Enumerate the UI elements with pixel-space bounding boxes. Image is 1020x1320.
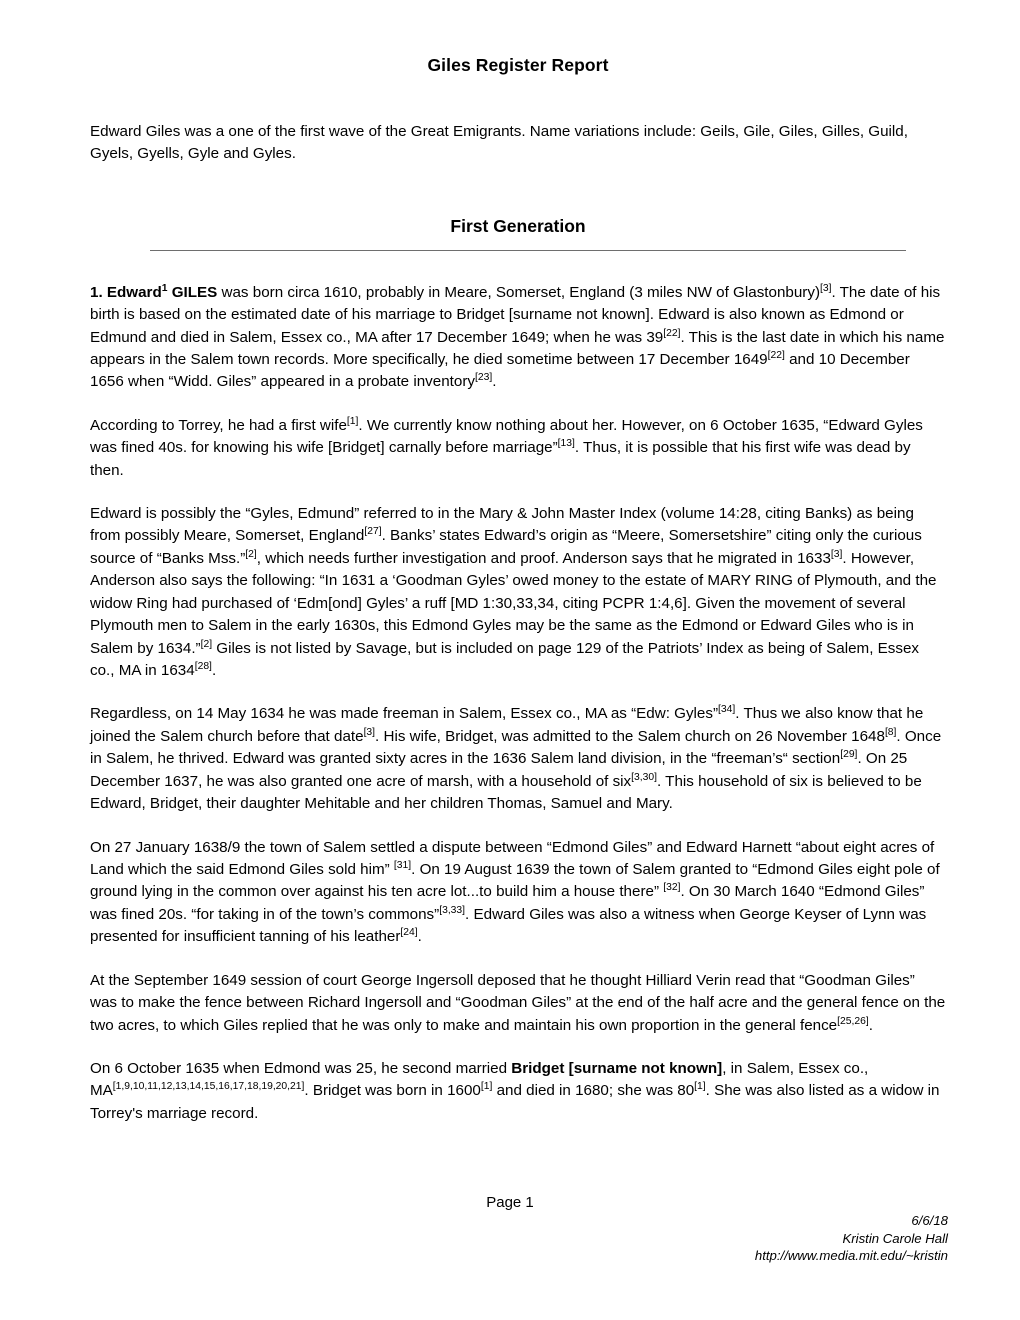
paragraph-freeman-salem — [90, 703, 946, 815]
footer-url: http://www.media.mit.edu/~kristin — [754, 1248, 948, 1264]
paragraph-mary-john-master-index — [90, 503, 946, 682]
paragraph-text: Regardless, on 14 May 1634 he was made freeman in Salem, Essex co., MA as “Edw: Gyles” — [90, 705, 719, 723]
paragraph-text: . Banks’ states Edward’s origin as “Meere, Somersetshire” citing only the curious source of “Banks Mss.” — [90, 527, 922, 567]
paragraph-edward-giles-birth — [90, 282, 946, 394]
person-entry-number: 1. — [90, 283, 107, 301]
citation-ref: [3,33] — [439, 904, 466, 916]
paragraph-text: . This household of six is believed to be Edward, Bridget, their daughter Mehitable and her children Thomas, Samuel and Mary. — [90, 772, 922, 813]
paragraph-first-wife — [90, 415, 946, 482]
citation-ref: [29] — [840, 749, 858, 761]
paragraph-text: . — [211, 662, 217, 680]
paragraph-text: . On 25 December 1637, he was also granted one acre of marsh, with a household of six — [90, 750, 908, 790]
citation-ref: [1] — [346, 415, 359, 427]
paragraph-text: . — [492, 373, 497, 391]
spacer — [90, 394, 946, 415]
citation-ref: [34] — [718, 704, 736, 716]
paragraph-text: . Edward Giles was also a witness when George Keyser of Lynn was presented for insufficient tanning of his leather — [90, 905, 927, 946]
citation-ref: [27] — [364, 526, 382, 538]
paragraph-land-disputes — [90, 837, 946, 949]
paragraph-text: . On 30 March 1640 “Edmond Giles” was fined 20s. “for taking in of the town’s commons” — [90, 883, 925, 923]
person-surname: GILES — [167, 283, 218, 301]
citation-ref: [32] — [663, 882, 681, 894]
paragraph-text: . His wife, Bridget, was admitted to the Salem church on 26 November 1648 — [375, 727, 885, 745]
paragraph-text: . Thus we also know that he joined the Salem church before that date — [90, 705, 924, 745]
citation-ref: [3] — [820, 282, 832, 294]
footer-page-number: Page 1 — [486, 1194, 534, 1211]
paragraph-1649-court-fence — [90, 970, 946, 1037]
paragraph-text: . — [417, 928, 422, 946]
paragraph-text: , in Salem, Essex co., MA — [90, 1059, 869, 1100]
spacer — [90, 1037, 946, 1058]
paragraph-text: . Bridget was born in 1600 — [304, 1082, 481, 1100]
section-heading-first-generation: First Generation — [450, 215, 586, 236]
paragraph-text: was born circa 1610, probably in Meare, Somerset, England (3 miles NW of Glastonbury) — [217, 283, 820, 301]
footer-credits — [755, 1212, 948, 1265]
paragraph-text: On 27 January 1638/9 the town of Salem settled a dispute between “Edmond Giles” and Edward Harnett “about eight acres of Land which the said Edmond Giles sold him” — [90, 838, 935, 878]
paragraph-text: . — [868, 1016, 873, 1034]
citation-ref: [3,30] — [631, 771, 657, 783]
paragraph-text: . The date of his birth is based on the estimated date of his marriage to Bridget [surname not known]. Edward is also known as Edmond or Edmund and died in Salem, Essex co., MA after 17 December 1649; when he was 39 — [90, 283, 941, 346]
spacer — [90, 949, 946, 970]
paragraph-text: . However, Anderson also says the following: “In 1631 a ‘Goodman Gyles’ owed money to the estate of MARY RING of Plymouth, and the widow Ring had purchased of ‘Edm[ond] Gyles’ a ruff [MD 1:30,33,34, citing PCPR 1:4,6]. Given the movement of several Plymouth men to Salem in the early 1630s, this Edmond Gyles may be the same as the Edmond or Edward Giles who is in Salem by 1634.” — [90, 549, 937, 657]
paragraph-text: and died in 1680; she was 80 — [492, 1082, 695, 1100]
section-divider-wrap — [90, 237, 946, 251]
paragraph-text: On 6 October 1635 when Edmond was 25, he second married — [90, 1059, 512, 1077]
paragraph-text: and 10 December 1656 when “Widd. Giles” appeared in a probate inventory — [90, 350, 910, 391]
intro-paragraph: Edward Giles was a one of the first wave of the Great Emigrants. Name variations include: Geils, Gile, Giles, Gilles, Guild, Gyels, Gyells, Gyle and Gyles. — [90, 123, 908, 163]
paragraph-text: At the September 1649 session of court George Ingersoll deposed that he thought Hilliard Verin read that “Goodman Giles” was to make the fence between Richard Ingersoll and “Goodman Giles” at the end of the half acre and the general fence on the two acres, to which Giles replied that he was only to make and maintain his own proportion in the general fence — [90, 971, 946, 1034]
footer-date: 6/6/18 — [911, 1213, 948, 1228]
citation-ref: [13] — [557, 438, 575, 450]
citation-ref: [8] — [884, 726, 897, 738]
paragraph-text: . Once in Salem, he thrived. Edward was granted sixty acres in the 1636 Salem land division, in the “freeman’s“ section — [90, 727, 942, 768]
spacer — [90, 251, 946, 282]
citation-ref: [1,9,10,11,12,13,14,15,16,17,18,19,20,21] — [112, 1081, 305, 1093]
citation-ref: [2] — [245, 548, 257, 560]
paragraph-text: . We currently know nothing about her. However, on 6 October 1635, “Edward Gyles was fined 40s. for knowing his wife [Bridget] carnally before marriage” — [90, 416, 923, 457]
citation-ref: [28] — [194, 660, 212, 672]
paragraph-text: . On 19 August 1639 the town of Salem granted to “Edmond Giles eight pole of ground lying in the common over against his ten acre lot...to build him a house there” — [90, 860, 940, 901]
generation-superscript: 1 — [161, 282, 168, 294]
citation-ref: [1] — [480, 1081, 493, 1093]
citation-ref: [24] — [400, 927, 418, 939]
paragraph-text: . Thus, it is possible that his first wife was dead by then. — [90, 439, 911, 479]
paragraph-text: Giles is not listed by Savage, but is included on page 129 of the Patriots’ Index as being of Salem, Essex co., MA in 1634 — [90, 639, 919, 680]
citation-ref: [25,26] — [837, 1015, 869, 1027]
paragraph-text: According to Torrey, he had a first wife — [90, 416, 347, 434]
citation-ref: [23] — [474, 372, 493, 384]
citation-ref: [3] — [830, 548, 843, 560]
paragraph-text: . She was also listed as a widow in Torrey's marriage record. — [90, 1082, 940, 1122]
citation-ref: [2] — [200, 638, 213, 650]
person-name: Edward — [106, 283, 162, 301]
footer-author: Kristin Carole Hall — [842, 1230, 948, 1246]
citation-ref: [3] — [363, 726, 376, 738]
spacer — [90, 816, 946, 837]
paragraph-text: . This is the last date in which his name appears in the Salem town records. More specifically, he died sometime between 17 December 1649 — [90, 328, 945, 368]
spacer — [90, 482, 946, 503]
document-content — [90, 0, 946, 1125]
paragraph-text: Edward is possibly the “Gyles, Edmund” referred to in the Mary & John Master Index (volume 14:28, citing Banks) as being from possibly Meare, Somerset, England — [90, 505, 914, 545]
page-title: Giles Register Report — [427, 55, 609, 75]
citation-ref: [22] — [767, 349, 785, 361]
citation-ref: [31] — [393, 859, 412, 871]
paragraph-marriage-bridget — [90, 1058, 946, 1125]
spouse-name: Bridget [surname not known] — [511, 1059, 723, 1077]
paragraph-text: , which needs further investigation and proof. Anderson says that he migrated in 1633 — [256, 549, 831, 567]
citation-ref: [1] — [694, 1081, 706, 1093]
citation-ref: [22] — [663, 327, 681, 339]
spacer — [90, 682, 946, 703]
